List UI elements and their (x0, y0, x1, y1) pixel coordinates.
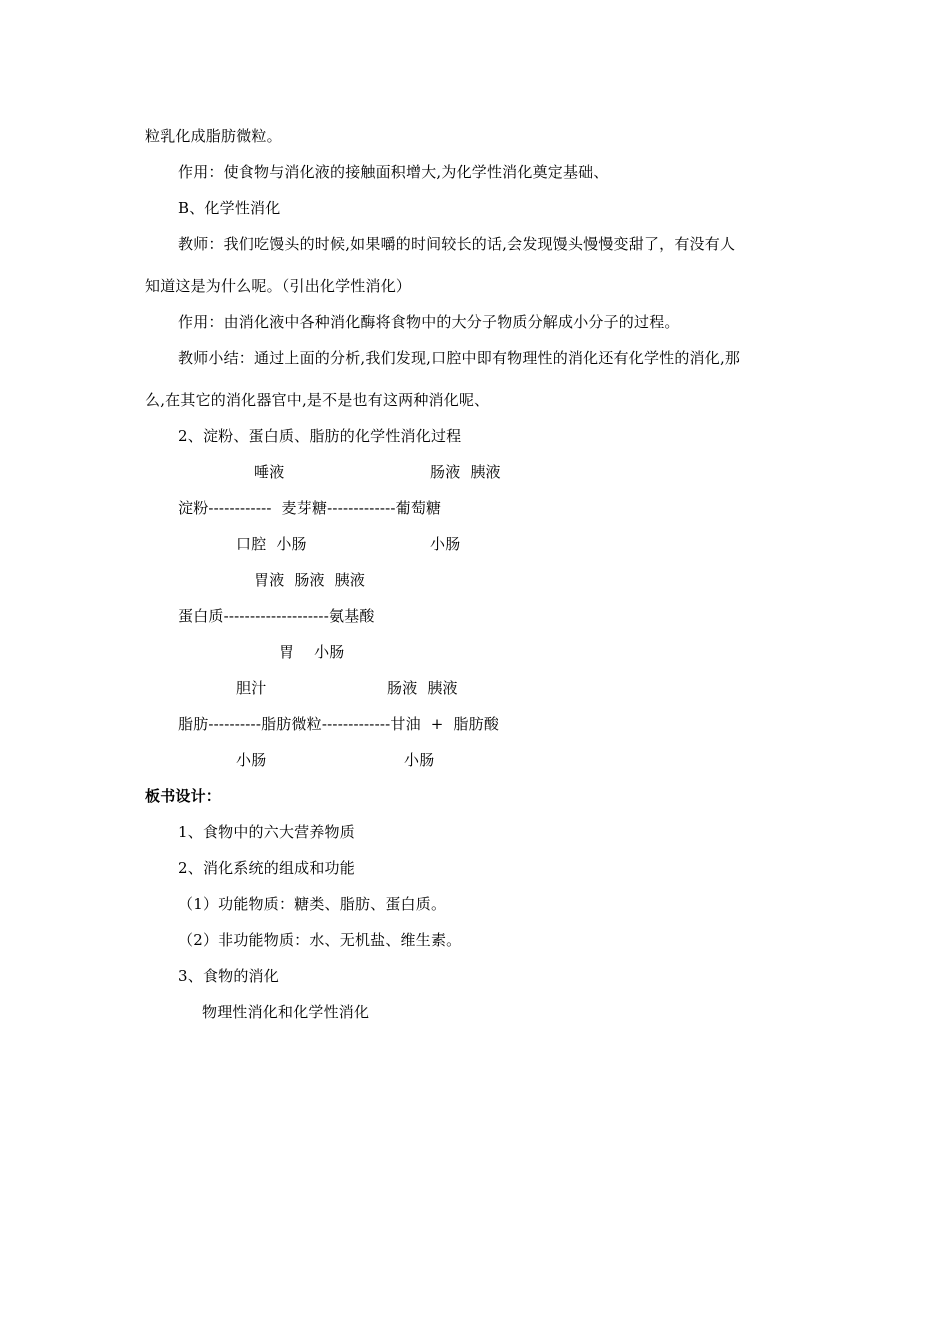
starch-site-intestine: 小肠 (430, 535, 461, 553)
paragraph-continuation: 粒乳化成脂肪微粒。 (145, 127, 282, 145)
fat-digestion-chain: 脂肪----------脂肪微粒-------------甘油 + 脂肪酸 (178, 715, 500, 733)
starch-enzyme-saliva: 唾液 (254, 463, 285, 481)
board-item-2-sub1: （1）功能物质：糖类、脂肪、蛋白质。 (178, 895, 447, 913)
teacher-question-line2: 知道这是为什么呢。（引出化学性消化） (145, 277, 412, 295)
section-2-heading: 2、淀粉、蛋白质、脂肪的化学性消化过程 (178, 427, 462, 445)
teacher-summary-line1: 教师小结：通过上面的分析,我们发现,口腔中即有物理性的消化还有化学性的消化,那 (178, 349, 741, 367)
protein-sites: 胃 小肠 (279, 643, 345, 661)
board-item-2-sub2: （2）非功能物质：水、无机盐、维生素。 (178, 931, 462, 949)
starch-site-mouth-intestine: 口腔 小肠 (236, 535, 307, 553)
fat-enzyme-bile: 胆汁 (236, 679, 267, 697)
board-design-heading: 板书设计： (145, 787, 222, 805)
protein-enzymes: 胃液 肠液 胰液 (254, 571, 366, 589)
board-item-2: 2、消化系统的组成和功能 (178, 859, 355, 877)
chemical-digestion-effect: 作用：由消化液中各种消化酶将食物中的大分子物质分解成小分子的过程。 (178, 313, 680, 331)
starch-digestion-chain: 淀粉------------ 麦芽糖-------------葡萄糖 (178, 499, 442, 517)
fat-enzyme-intestinal-pancreatic: 肠液 胰液 (387, 679, 458, 697)
fat-site-2: 小肠 (404, 751, 435, 769)
protein-digestion-chain: 蛋白质--------------------氨基酸 (178, 607, 375, 625)
board-item-3: 3、食物的消化 (178, 967, 279, 985)
teacher-summary-line2: 么,在其它的消化器官中,是不是也有这两种消化呢、 (145, 391, 490, 409)
chemical-digestion-heading: B、化学性消化 (178, 199, 281, 217)
fat-site-1: 小肠 (236, 751, 267, 769)
board-item-1: 1、食物中的六大营养物质 (178, 823, 355, 841)
physical-digestion-effect: 作用：使食物与消化液的接触面积增大,为化学性消化奠定基础、 (178, 163, 609, 181)
starch-enzyme-intestinal-pancreatic: 肠液 胰液 (430, 463, 501, 481)
teacher-question-line1: 教师：我们吃馒头的时候,如果嚼的时间较长的话,会发现馒头慢慢变甜了，有没有人 (178, 235, 736, 253)
board-item-3-sub: 物理性消化和化学性消化 (202, 1003, 370, 1021)
